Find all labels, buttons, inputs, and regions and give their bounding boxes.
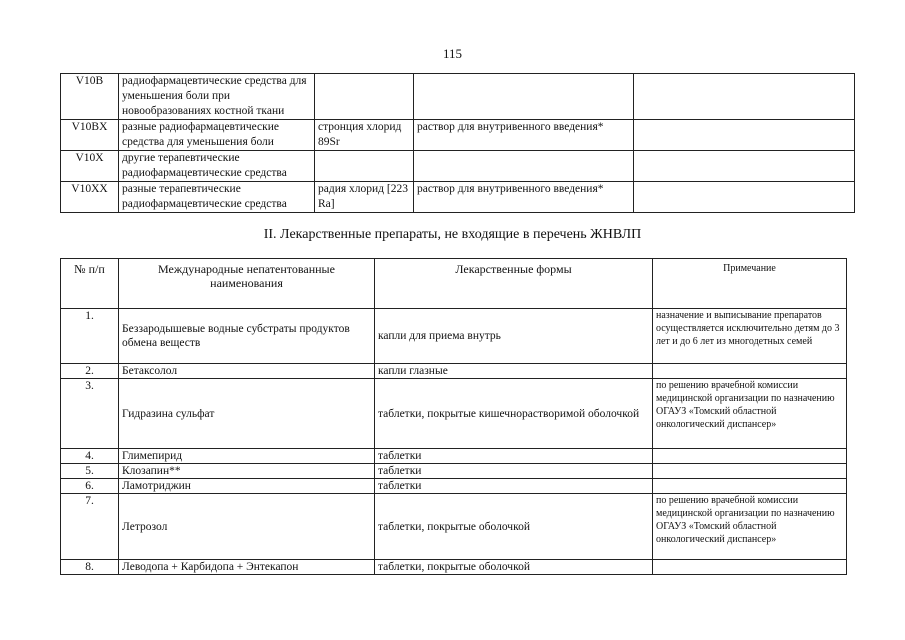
- table-row: [61, 364, 847, 379]
- drug-name: стронция хлорид 89Sr: [315, 120, 414, 151]
- table-row: [61, 120, 855, 151]
- drug-name: [315, 74, 414, 120]
- table-row: [61, 449, 847, 464]
- table-row: [61, 494, 847, 560]
- drug-name: радия хлорид [223 Ra]: [315, 182, 414, 213]
- row-number: 5.: [61, 464, 119, 479]
- atc-name: другие терапевтические радиофармацевтические средства: [119, 151, 315, 182]
- row-number: 2.: [61, 364, 119, 379]
- table-row: [61, 464, 847, 479]
- dosage-form: [414, 74, 634, 120]
- row-number: 6.: [61, 479, 119, 494]
- header-note: Примечание: [653, 259, 847, 309]
- atc-name: разные терапевтические радиофармацевтические средства: [119, 182, 315, 213]
- atc-code: V10BX: [61, 120, 119, 151]
- table-row: [61, 379, 847, 449]
- note-cell: [653, 364, 847, 379]
- row-number: 7.: [61, 494, 119, 560]
- row-number: 4.: [61, 449, 119, 464]
- row-number: 8.: [61, 560, 119, 575]
- atc-name: радиофармацевтические средства для уменьшения боли при новообразованиях костной ткани: [119, 74, 315, 120]
- header-inn: Международные непатентованные наименования: [119, 259, 375, 309]
- row-number: 3.: [61, 379, 119, 449]
- note-cell: [653, 560, 847, 575]
- table-row: [61, 151, 855, 182]
- dosage-form: раствор для внутривенного введения*: [414, 182, 634, 213]
- dosage-form: таблетки, покрытые оболочкой: [375, 560, 653, 575]
- dosage-form: таблетки: [375, 464, 653, 479]
- inn-name: Леводопа + Карбидопа + Энтекапон: [119, 560, 375, 575]
- drug-name: [315, 151, 414, 182]
- note-cell: по решению врачебной комиссии медицинской организации по назначению ОГАУЗ «Томский областной онкологический диспансер»: [653, 379, 847, 449]
- dosage-form: таблетки, покрытые оболочкой: [375, 494, 653, 560]
- header-num: № п/п: [61, 259, 119, 309]
- row-number: 1.: [61, 309, 119, 364]
- inn-name: Бетаксолол: [119, 364, 375, 379]
- dosage-form: капли глазные: [375, 364, 653, 379]
- note-cell: [634, 151, 855, 182]
- drugs-table: [60, 258, 847, 575]
- header-forms: Лекарственные формы: [375, 259, 653, 309]
- page-number: 115: [442, 46, 463, 61]
- atc-code: V10X: [61, 151, 119, 182]
- note-cell: [653, 464, 847, 479]
- dosage-form: капли для приема внутрь: [375, 309, 653, 364]
- table-row: [61, 479, 847, 494]
- note-cell: по решению врачебной комиссии медицинской организации по назначению ОГАУЗ «Томский областной онкологический диспансер»: [653, 494, 847, 560]
- inn-name: Ламотриджин: [119, 479, 375, 494]
- table-row: [61, 182, 855, 213]
- table-row: [61, 560, 847, 575]
- atc-code: V10XX: [61, 182, 119, 213]
- table-header-row: [61, 259, 847, 309]
- dosage-form: таблетки: [375, 479, 653, 494]
- inn-name: Глимепирид: [119, 449, 375, 464]
- note-cell: [653, 449, 847, 464]
- table-row: [61, 309, 847, 364]
- note-cell: [634, 120, 855, 151]
- note-cell: назначение и выписывание препаратов осуществляется исключительно детям до 3 лет и до 6 лет из многодетных семей: [653, 309, 847, 364]
- inn-name: Беззародышевые водные субстраты продуктов обмена веществ: [119, 309, 375, 364]
- atc-name: разные радиофармацевтические средства для уменьшения боли: [119, 120, 315, 151]
- inn-name: Гидразина сульфат: [119, 379, 375, 449]
- dosage-form: [414, 151, 634, 182]
- atc-code: V10B: [61, 74, 119, 120]
- dosage-form: раствор для внутривенного введения*: [414, 120, 634, 151]
- dosage-form: таблетки: [375, 449, 653, 464]
- inn-name: Клозапин**: [119, 464, 375, 479]
- note-cell: [653, 479, 847, 494]
- note-cell: [634, 182, 855, 213]
- note-cell: [634, 74, 855, 120]
- table-row: [61, 74, 855, 120]
- section-title: II. Лекарственные препараты, не входящие в перечень ЖНВЛП: [263, 227, 642, 242]
- dosage-form: таблетки, покрытые кишечнорастворимой оболочкой: [375, 379, 653, 449]
- inn-name: Летрозол: [119, 494, 375, 560]
- atc-table: [60, 73, 855, 213]
